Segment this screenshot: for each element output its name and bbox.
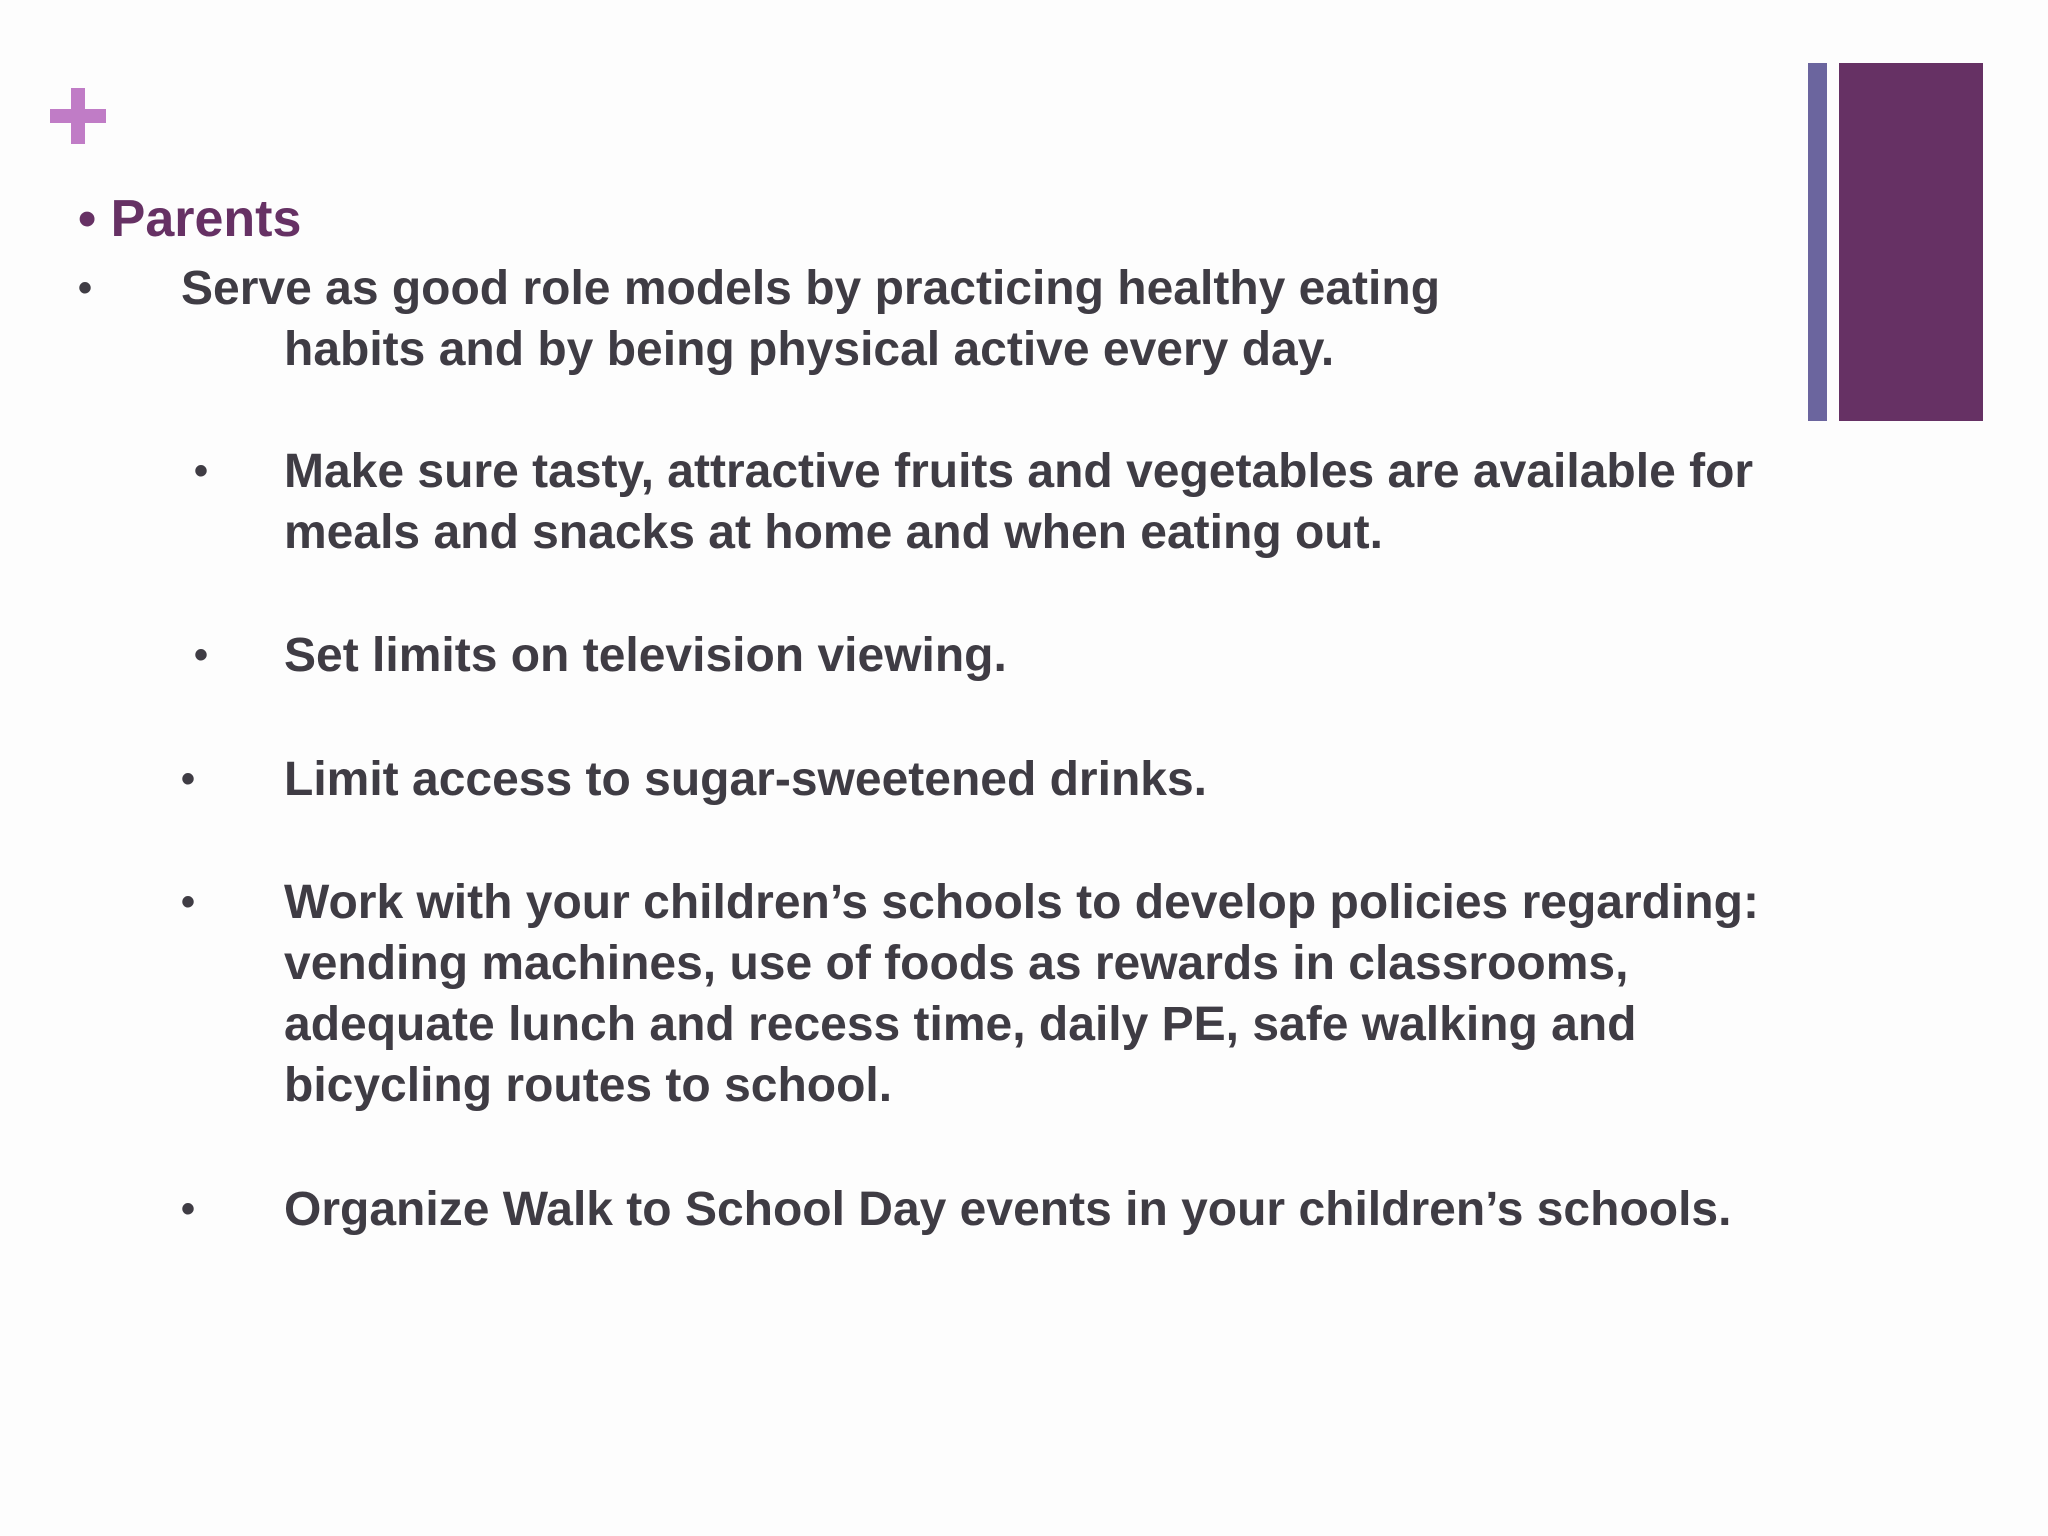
list-item-line: Work with your children’s schools to develop policies regarding: (284, 876, 1759, 929)
list-item-line: Limit access to sugar-sweetened drinks. (284, 753, 1207, 806)
accent-bar-thin (1808, 63, 1827, 421)
list-item-line: habits and by being physical active every day. (284, 323, 1335, 376)
bullet: • (181, 757, 196, 801)
list-item-text (284, 441, 1884, 563)
list-item-line: Organize Walk to School Day events in your children’s schools. (284, 1183, 1732, 1236)
list-item-line: bicycling routes to school. (284, 1059, 893, 1112)
list-item-line: Set limits on television viewing. (284, 629, 1007, 682)
section-heading: • Parents (78, 190, 302, 248)
list-item-line: Serve as good role models by practicing healthy eating (181, 262, 1441, 315)
list-item-line: meals and snacks at home and when eating out. (284, 506, 1383, 559)
bullet: • (194, 449, 209, 493)
bullet: • (181, 880, 196, 924)
list-item-text (181, 258, 1781, 380)
list-item-line: vending machines, use of foods as rewards in classrooms, (284, 937, 1629, 990)
list-item-line: adequate lunch and recess time, daily PE, safe walking and (284, 998, 1637, 1051)
list-item-text (284, 749, 1884, 810)
bullet: • (181, 1187, 196, 1231)
bullet: • (78, 266, 93, 310)
bullet: • (194, 633, 209, 677)
list-item-text (284, 1179, 1884, 1240)
plus-icon (50, 88, 106, 144)
accent-bar-thick (1839, 63, 1983, 421)
list-item-text (284, 872, 1884, 1116)
list-item-line: Make sure tasty, attractive fruits and vegetables are available for (284, 445, 1754, 498)
list-item-text (284, 625, 1884, 686)
